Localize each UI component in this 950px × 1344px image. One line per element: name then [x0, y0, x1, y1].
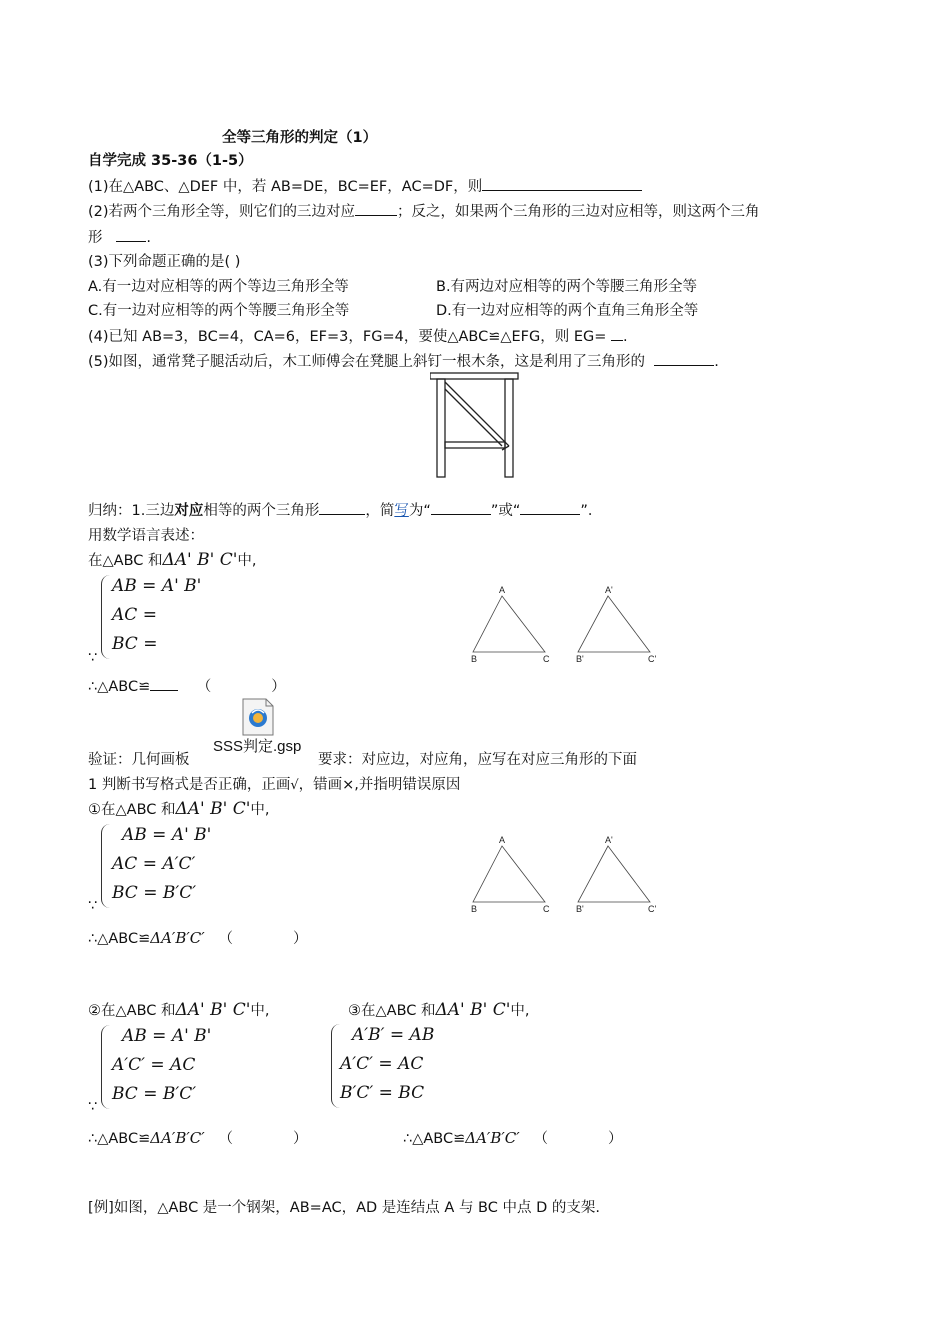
verify-label: 验证：几何画板	[88, 752, 190, 768]
because-symbol: ∵	[88, 1099, 98, 1115]
summary-text-a: 归纳：1.三边	[88, 503, 175, 519]
triangle-pair-diagram	[465, 582, 665, 664]
option-b: B.有两边对应相等的两个等腰三角形全等	[436, 279, 698, 295]
stool-brace-b	[445, 389, 502, 446]
gsp-file-icon[interactable]	[240, 697, 276, 737]
answer-blank[interactable]	[116, 227, 146, 242]
because-symbol: ∵	[88, 898, 98, 914]
result-triangle: ΔA′B′C′	[465, 1129, 520, 1147]
judge-text: 1 判断书写格式是否正确，正画	[88, 777, 291, 793]
brace	[101, 575, 110, 659]
paren-open: （	[196, 679, 212, 695]
condition-zhong: 中,	[237, 553, 257, 569]
triangle-abc-prime	[578, 846, 650, 902]
exercise-2-eq-3: BC = B′C′	[112, 1084, 197, 1104]
question-2	[88, 201, 760, 222]
equation-3: BC =	[112, 634, 158, 654]
label-a: A	[499, 835, 506, 845]
exercise-1-text: ①在△ABC 和	[88, 802, 176, 818]
exercise-1-heading	[88, 799, 270, 820]
answer-blank[interactable]	[482, 176, 642, 191]
option-c: C.有一边对应相等的两个等腰三角形全等	[88, 303, 350, 319]
label-b-prime: B'	[576, 904, 584, 914]
result-triangle: ΔA′B′C′	[150, 1129, 205, 1147]
judge-text-b: ，错画×,并指明错误原因	[298, 777, 461, 793]
question-4	[88, 326, 628, 347]
brace	[331, 1024, 340, 1108]
summary-text-c: 相等的两个三角形	[203, 503, 320, 519]
brace	[101, 1025, 110, 1109]
exercise-2-eq-1: AB = A' B'	[122, 1026, 212, 1046]
answer-blank[interactable]	[355, 201, 397, 216]
stool-brace-a	[445, 382, 509, 446]
exercise-1-eq-1: AB = A' B'	[122, 825, 212, 845]
exercise-1-eq-2: AC = A′C′	[112, 854, 196, 874]
therefore-text: ∴△ABC≌	[88, 679, 151, 695]
period: .	[714, 354, 719, 370]
paren-open: （	[218, 931, 233, 947]
condition-heading	[88, 550, 257, 571]
summary-text-d: ，简	[365, 503, 395, 519]
stool-diagram	[430, 372, 520, 480]
exercise-3-text: ③在△ABC 和	[348, 1003, 436, 1019]
summary-line	[88, 500, 602, 521]
exercise-1-eq-3: BC = B′C′	[112, 883, 197, 903]
therefore-text: ∴△ABC≌	[88, 1131, 151, 1147]
question-2-text-c: 形	[88, 230, 103, 246]
triangle-abc-prime	[578, 596, 650, 652]
stool-crossbar	[445, 442, 505, 448]
brace	[101, 824, 110, 908]
equation-2: AC =	[112, 605, 157, 625]
label-c: C	[543, 654, 550, 664]
paren-close: ）	[292, 1131, 308, 1147]
judge-instruction	[88, 775, 460, 796]
result-triangle: ΔA′B′C′	[150, 929, 205, 947]
section-heading: 自学完成 35-36（1-5）	[88, 153, 253, 169]
exercise-3-eq-3: B′C′ = BC	[340, 1083, 425, 1103]
exercise-3-eq-1: A′B′ = AB	[352, 1025, 435, 1045]
example-text: [例]如图，△ABC 是一个钢架，AB=AC，AD 是连结点 A 与 BC 中点 D 的支架.	[88, 1200, 600, 1216]
answer-blank[interactable]	[654, 351, 714, 366]
stool-seat	[430, 373, 518, 379]
label-b: B	[471, 654, 478, 664]
paren-open: （	[533, 1131, 548, 1147]
condition-zhong: 中,	[250, 802, 270, 818]
prime-triangle: ΔA' B' C'	[175, 1000, 251, 1020]
question-3: (3)下列命题正确的是( )	[88, 254, 241, 270]
question-1	[88, 176, 642, 197]
paren-close: ）	[607, 1131, 623, 1147]
label-a: A	[499, 585, 506, 595]
prime-triangle: ΔA' B' C'	[175, 799, 251, 819]
label-c-prime: C'	[648, 904, 657, 914]
triangle-pair-diagram	[465, 832, 665, 914]
label-c: C	[543, 904, 550, 914]
answer-blank[interactable]	[150, 676, 178, 691]
exercise-3-conclusion	[403, 1128, 622, 1149]
because-symbol: ∵	[88, 650, 98, 666]
period: .	[146, 230, 151, 246]
answer-blank[interactable]	[319, 500, 365, 515]
gsp-file-label[interactable]: SSS判定.gsp	[213, 738, 302, 755]
exercise-2-text: ②在△ABC 和	[88, 1003, 176, 1019]
question-1-text: (1)在△ABC、△DEF 中，若 AB=DE，BC=EF，AC=DF，则	[88, 179, 483, 195]
triangle-abc	[473, 846, 545, 902]
option-a: A.有一边对应相等的两个等边三角形全等	[88, 279, 349, 295]
therefore-text: ∴△ABC≌	[88, 931, 151, 947]
label-a-prime: A'	[605, 835, 613, 845]
exercise-2-heading	[88, 1000, 270, 1021]
prime-triangle: ΔA' B' C'	[435, 1000, 511, 1020]
requirement-text: 要求：对应边，对应角，应写在对应三角形的下面	[318, 752, 637, 768]
conclusion-line	[88, 676, 286, 697]
page-title: 全等三角形的判定（1）	[222, 130, 378, 146]
summary-text-link[interactable]: 写	[394, 503, 409, 519]
answer-blank[interactable]	[611, 326, 623, 341]
therefore-text: ∴△ABC≌	[403, 1131, 466, 1147]
paren-open: （	[218, 1131, 233, 1147]
condition-zhong: 中,	[250, 1003, 270, 1019]
exercise-1-conclusion	[88, 928, 307, 949]
answer-blank[interactable]	[431, 500, 491, 515]
paren-close: ）	[271, 679, 286, 695]
summary-text-h: ”．	[580, 503, 603, 519]
label-b: B	[471, 904, 478, 914]
exercise-3-heading	[348, 1000, 530, 1021]
question-5-text: (5)如图，通常凳子腿活动后，木工师傅会在凳腿上斜钉一根木条，这是利用了三角形的	[88, 354, 646, 370]
period: .	[623, 329, 628, 345]
equation-1: AB = A' B'	[112, 576, 202, 596]
question-4-text: (4)已知 AB=3，BC=4，CA=6，EF=3，FG=4，要使△ABC≌△EFG，则 EG=	[88, 329, 607, 345]
exercise-2-conclusion	[88, 1128, 307, 1149]
paren-close: ）	[292, 931, 308, 947]
question-5	[88, 351, 719, 372]
math-language-label: 用数学语言表述：	[88, 528, 204, 544]
summary-text-g: ”或“	[490, 503, 521, 519]
label-b-prime: B'	[576, 654, 584, 664]
summary-text-bold: 对应	[174, 503, 204, 519]
answer-blank[interactable]	[520, 500, 580, 515]
prime-triangle: ΔA' B' C'	[162, 550, 238, 570]
question-2-text-a: (2)若两个三角形全等，则它们的三边对应	[88, 204, 356, 220]
label-a-prime: A'	[605, 585, 613, 595]
triangle-abc	[473, 596, 545, 652]
condition-text: 在△ABC 和	[88, 553, 163, 569]
stool-leg-right	[505, 379, 513, 477]
exercise-3-eq-2: A′C′ = AC	[340, 1054, 424, 1074]
stool-leg-left	[437, 379, 445, 477]
check-mark: √	[290, 778, 299, 793]
question-2-cont	[88, 227, 151, 248]
condition-zhong: 中,	[510, 1003, 530, 1019]
exercise-2-eq-2: A′C′ = AC	[112, 1055, 196, 1075]
option-d: D.有一边对应相等的两个直角三角形全等	[436, 303, 699, 319]
question-2-text-b: ；反之，如果两个三角形的三边对应相等，则这两个三角	[397, 204, 760, 220]
label-c-prime: C'	[648, 654, 657, 664]
summary-text-f: 为“	[408, 503, 431, 519]
